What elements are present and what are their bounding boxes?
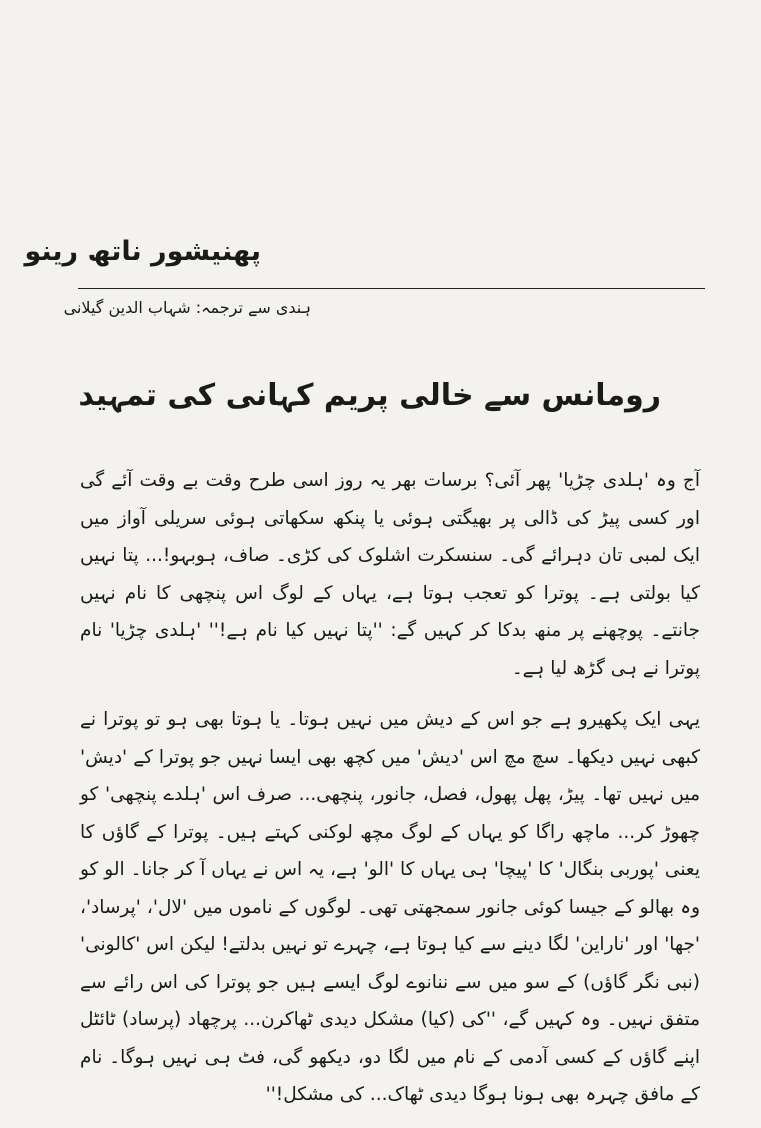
paragraph: آج وہ 'ہلدی چڑیا' پھر آئی؟ برسات بھر یہ روز اسی طرح وقت بے وقت آئے گی اور کسی پیڑ کی ڈالی پر بھیگتی ہوئی یا پنکھ سکھاتی ہوئی سریلی آواز میں ایک لمبی تان دہرائے گی۔ سنسکرت اشلوک کی کڑی۔ صاف، ہوبہو!... پتا نہیں کیا بولتی ہے۔ پوترا کو تعجب ہوتا ہے، یہاں کے لوگ اس پنچھی کا نام نہیں جانتے۔ پوچھنے پر منھ بدکا کر کہیں گے: ''پتا نہیں کیا نام ہے!'' 'ہلدی چڑیا' نام پوترا نے ہی گڑھ لیا ہے۔ [80, 470, 700, 679]
story-body [80, 462, 700, 1128]
author-name: پھنیشور ناتھ رینو [24, 236, 261, 267]
translator-credit: ہندی سے ترجمہ: شہاب الدین گیلانی [63, 298, 311, 317]
story-title: رومانس سے خالی پریم کہانی کی تمہید [78, 378, 661, 413]
header-rule [78, 288, 705, 289]
paragraph: یہی ایک پکھیرو ہے جو اس کے دیش میں نہیں ہوتا۔ یا ہوتا بھی ہو تو پوترا نے کبھی نہیں دیکھا۔ سچ مچ اس 'دیش' میں کچھ بھی ایسا نہیں جو پوترا کے 'دیش' میں نہیں تھا۔ پیڑ، پھل پھول، فصل، جانور، پنچھی... صرف اس 'ہلدے پنچھی' کو چھوڑ کر... ماچھ راگا کو یہاں کے لوگ مچھ لوکنی کہتے ہیں۔ پوترا کے گاؤں کا یعنی 'پوربی بنگال' کا 'پیچا' ہی یہاں کا 'الو' ہے، یہ اس نے یہاں آ کر جانا۔ الو کو وہ بھالو کے جیسا کوئی جانور سمجھتی تھی۔ لوگوں کے ناموں میں 'لال'، 'پرساد'، 'جھا' اور 'ناراین' لگا دینے سے کیا ہوتا ہے، چہرے تو نہیں بدلتے! لیکن اس 'کالونی' (نبی نگر گاؤں) کے سو میں سے ننانوے لوگ ایسے ہیں جو پوترا کی اس رائے سے متفق نہیں۔ وہ کہیں گے، ''کی (کیا) مشکل دیدی ٹھاکرن... پرچھاد (پرساد) ٹائٹل اپنے گاؤں کے کسی آدمی کے نام میں لگا دو، دیکھو گی، فٹ ہی نہیں ہوگا۔ نام کے مافق چہرہ بھی ہونا ہوگا دیدی ٹھاک... کی مشکل!'' [80, 709, 700, 1105]
